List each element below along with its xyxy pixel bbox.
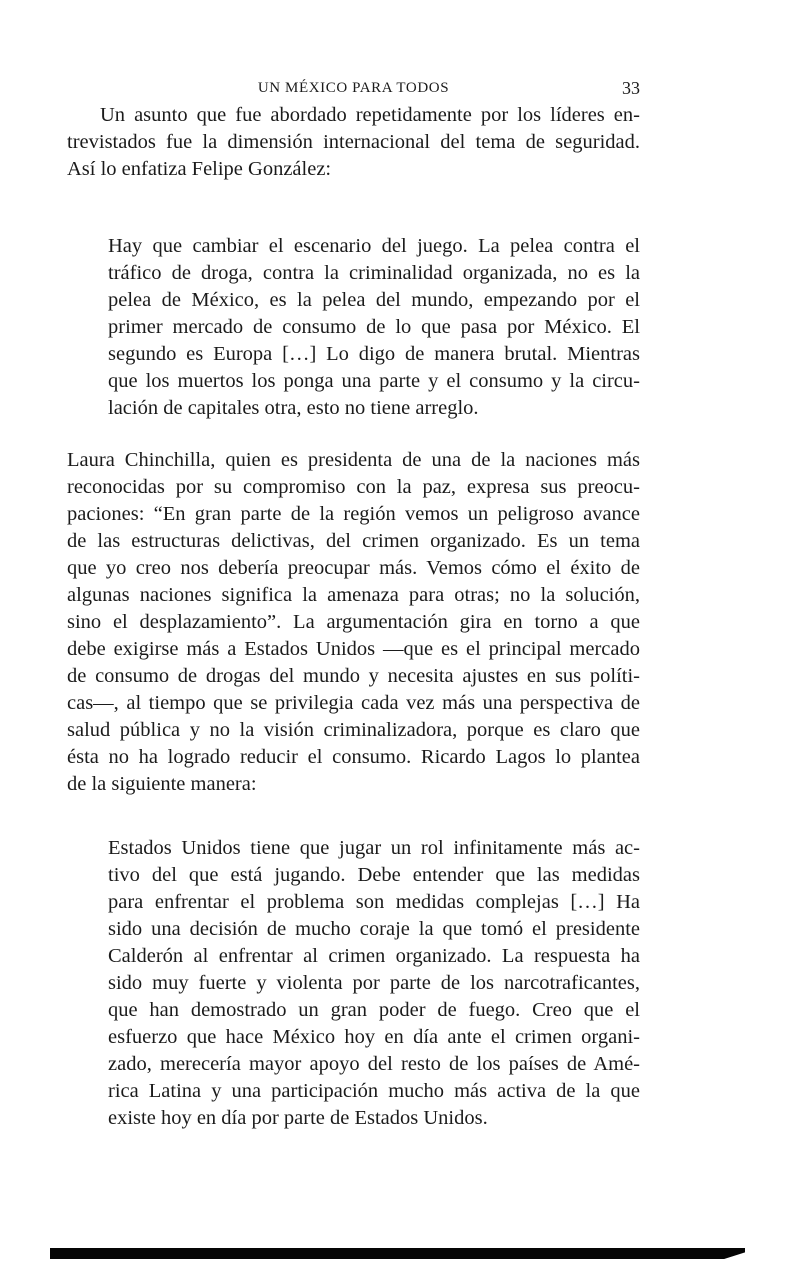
text-line: Laura Chinchilla, quien es presidenta de una de la naciones más <box>67 449 640 471</box>
text-line: de la siguiente manera: <box>67 773 257 795</box>
text-line: Un asunto que fue abordado repetidamente por los líderes en- <box>100 104 640 126</box>
text-line: primer mercado de consumo de lo que pasa por México. El <box>108 316 640 338</box>
text-line: lación de capitales otra, esto no tiene arreglo. <box>108 397 479 419</box>
running-head <box>67 77 640 101</box>
text-line: Hay que cambiar el escenario del juego. La pelea contra el <box>108 235 640 257</box>
text-line: de consumo de drogas del mundo y necesita ajustes en sus políti- <box>67 665 640 687</box>
text-line: tráfico de droga, contra la criminalidad organizada, no es la <box>108 262 640 284</box>
text-line: Estados Unidos tiene que jugar un rol infinitamente más ac- <box>108 837 640 859</box>
text-line: que han demostrado un gran poder de fuego. Creo que el <box>108 999 640 1021</box>
text-line: existe hoy en día por parte de Estados Unidos. <box>108 1107 488 1129</box>
quote-felipe-gonzalez <box>108 233 640 422</box>
text-line: segundo es Europa […] Lo digo de manera brutal. Mientras <box>108 343 640 365</box>
text-line: ésta no ha logrado reducir el consumo. Ricardo Lagos lo plantea <box>67 746 640 768</box>
page-number: 33 <box>622 78 640 98</box>
text-line: de las estructuras delictivas, del crimen organizado. Es un tema <box>67 530 640 552</box>
text-line: zado, merecería mayor apoyo del resto de los países de Amé- <box>108 1053 640 1075</box>
running-title: UN MÉXICO PARA TODOS <box>257 80 450 96</box>
paragraph-laura-chinchilla <box>67 447 640 798</box>
text-line: sino el desplazamiento”. La argumentación gira en torno a que <box>67 611 640 633</box>
text-line: tivo del que está jugando. Debe entender que las medidas <box>108 864 640 886</box>
paragraph-intro <box>67 102 640 183</box>
text-line: cas—, al tiempo que se privilegia cada vez más una perspectiva de <box>67 692 640 714</box>
text-line: debe exigirse más a Estados Unidos —que es el principal mercado <box>67 638 640 660</box>
text-line: algunas naciones significa la amenaza para otras; no la solución, <box>67 584 640 606</box>
text-line: que los muertos los ponga una parte y el consumo y la circu- <box>108 370 640 392</box>
text-line: reconocidas por su compromiso con la paz, expresa sus preocu- <box>67 476 640 498</box>
text-line: sido muy fuerte y violenta por parte de los narcotraficantes, <box>108 972 640 994</box>
text-line: paciones: “En gran parte de la región vemos un peligroso avance <box>67 503 640 525</box>
text-line: salud pública y no la visión criminalizadora, porque es claro que <box>67 719 640 741</box>
page-bottom-bar <box>50 1248 745 1259</box>
text-line: que yo creo nos debería preocupar más. Vemos cómo el éxito de <box>67 557 640 579</box>
quote-ricardo-lagos <box>108 835 640 1132</box>
text-line: sido una decisión de mucho coraje la que tomó el presidente <box>108 918 640 940</box>
text-line: pelea de México, es la pelea del mundo, empezando por el <box>108 289 640 311</box>
text-line: Calderón al enfrentar al crimen organizado. La respuesta ha <box>108 945 640 967</box>
text-line: Así lo enfatiza Felipe González: <box>67 158 332 180</box>
text-line: esfuerzo que hace México hoy en día ante el crimen organi- <box>108 1026 640 1048</box>
text-line: rica Latina y una participación mucho más activa de la que <box>108 1080 640 1102</box>
text-line: para enfrentar el problema son medidas complejas […] Ha <box>108 891 640 913</box>
text-line: trevistados fue la dimensión internacional del tema de seguridad. <box>67 131 640 153</box>
